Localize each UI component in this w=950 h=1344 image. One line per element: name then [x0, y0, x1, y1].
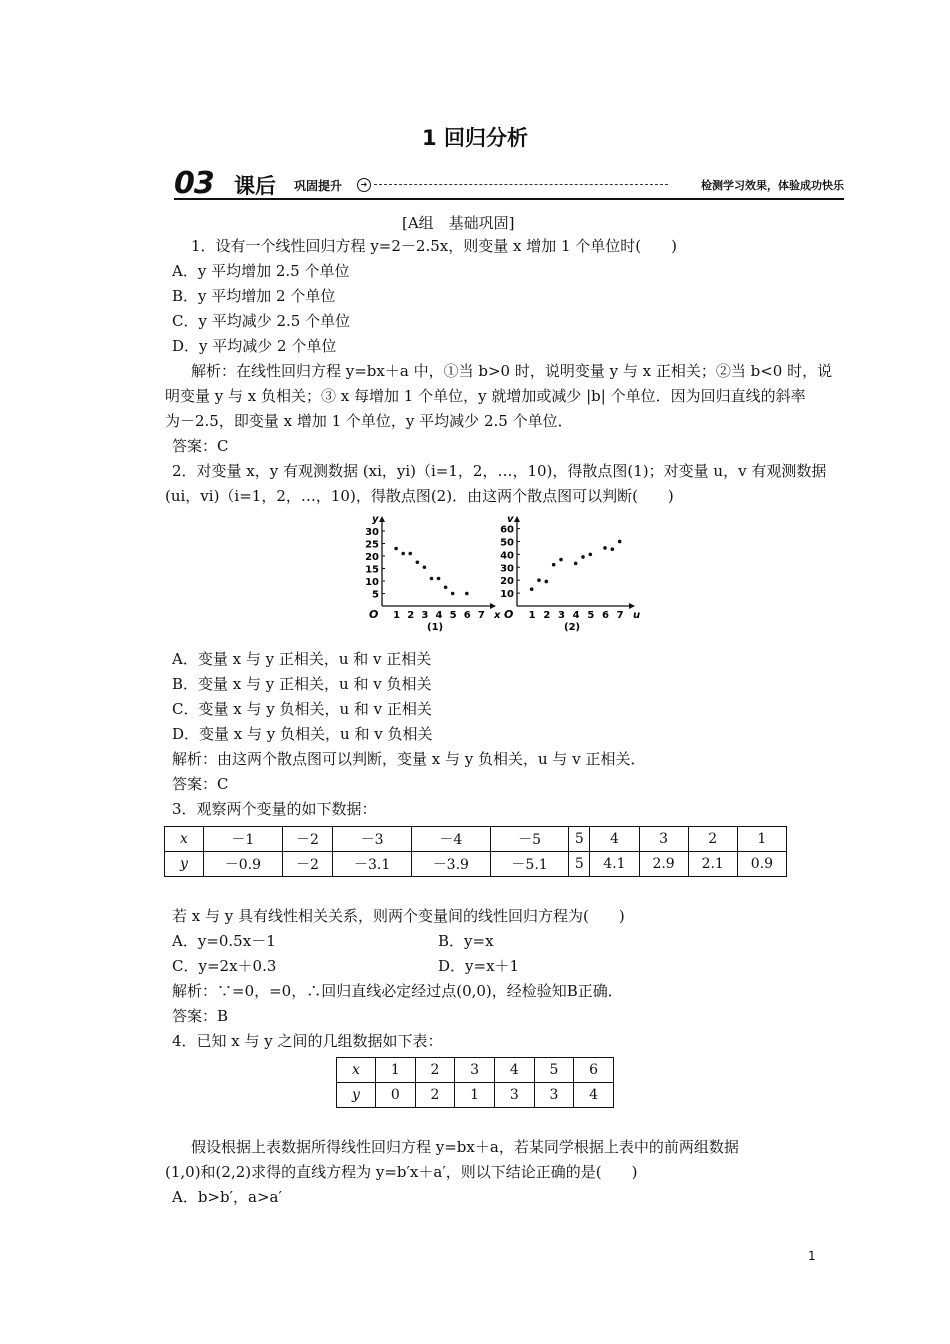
x-tick-label: 1: [528, 610, 536, 621]
y-tick-label: 20: [500, 576, 514, 588]
x-tick-label: 6: [602, 610, 609, 621]
x-axis-arrow-icon: [629, 603, 635, 609]
banner-rule: [174, 198, 844, 200]
q4-text-2: (1,0)和(2,2)求得的直线方程为 y=b′x＋a′，则以下结论正确的是( ): [165, 1163, 638, 1181]
q3-analysis: 解析：∵=0，=0，∴回归直线必定经过点(0,0)，经检验知B正确．: [172, 982, 623, 1000]
x-tick-label: 5: [587, 610, 595, 621]
table-cell: －4: [411, 827, 490, 852]
data-point: [530, 587, 534, 591]
q3-option-d: D．y=x＋1: [438, 957, 520, 975]
q4-option-a: A．b>b′，a>a′: [172, 1188, 282, 1206]
q1-answer: 答案：C: [172, 437, 229, 455]
q1-option-b: B．y 平均增加 2 个单位: [172, 287, 336, 305]
table-row: [165, 852, 787, 877]
y-tick-label: 10: [365, 577, 379, 588]
y-axis-label: y: [372, 514, 379, 525]
banner-section: 课后: [234, 174, 276, 198]
table-cell: 5: [569, 827, 590, 852]
q2-option-c: C．变量 x 与 y 负相关，u 和 v 正相关: [172, 700, 432, 718]
y-tick-label: 10: [500, 589, 514, 601]
data-point: [444, 585, 448, 589]
origin-label: O: [369, 608, 379, 621]
scatter-plot-1: [365, 514, 501, 633]
group-heading: [A组 基础巩固]: [402, 214, 515, 232]
x-tick-label: 1: [393, 610, 401, 621]
data-point: [581, 555, 585, 559]
data-point: [537, 578, 541, 582]
banner-dashed-line: [374, 184, 668, 185]
table-cell: －3.9: [411, 852, 490, 877]
data-point: [559, 558, 563, 562]
q2-stem-1: 2．对变量 x，y 有观测数据 (xi，yi)（i=1，2，…，10)，得散点图(1)；对变量 u，v 有观测数据: [172, 462, 827, 480]
table-cell: 5: [569, 852, 590, 877]
x-tick-label: 4: [435, 610, 443, 621]
scatter-figure: [360, 514, 641, 644]
q2-analysis: 解析：由这两个散点图可以判断，变量 x 与 y 负相关，u 与 v 正相关．: [172, 750, 646, 768]
q4-table: [336, 1057, 614, 1108]
y-tick-label: 15: [365, 564, 379, 576]
q2-option-a: A．变量 x 与 y 正相关，u 和 v 正相关: [172, 650, 432, 668]
table-cell: 4: [590, 827, 639, 852]
table-cell: 3: [534, 1083, 574, 1108]
section-banner: [174, 166, 844, 200]
data-point: [451, 592, 455, 596]
q1-option-a: A．y 平均增加 2.5 个单位: [172, 262, 350, 280]
data-point: [589, 553, 593, 557]
q4-stem: 4．已知 x 与 y 之间的几组数据如下表：: [172, 1032, 443, 1050]
table-row: [165, 827, 787, 852]
q3-table: [164, 826, 787, 877]
x-tick-label: 6: [463, 610, 471, 621]
q4-text-1: 假设根据上表数据所得线性回归方程 y=bx＋a，若某同学根据上表中的前两组数据: [191, 1138, 739, 1156]
data-point: [618, 540, 622, 544]
y-axis-arrow-icon: [379, 516, 385, 522]
table-row: [337, 1083, 614, 1108]
data-point: [401, 552, 405, 556]
table-cell: 3: [639, 827, 688, 852]
data-point: [552, 563, 556, 567]
data-point: [394, 547, 398, 551]
x-tick-label: 4: [572, 610, 580, 621]
table-cell: －3: [333, 827, 412, 852]
q2-answer: 答案：C: [172, 775, 229, 793]
q1-option-c: C．y 平均减少 2.5 个单位: [172, 312, 351, 330]
y-tick-label: 25: [365, 539, 379, 551]
arrow-icon: ➔: [357, 178, 371, 192]
table-cell: 2: [688, 827, 737, 852]
q3-stem: 3．观察两个变量的如下数据：: [172, 800, 377, 818]
chart-title: (1): [427, 622, 444, 633]
q2-option-d: D．变量 x 与 y 负相关，u 和 v 负相关: [172, 725, 433, 743]
q1-analysis-1: 解析：在线性回归方程 y=bx＋a 中，①当 b>0 时，说明变量 y 与 x 正相关；②当 b<0 时，说: [191, 362, 833, 380]
table-cell: 4: [494, 1058, 534, 1083]
data-point: [416, 560, 420, 564]
banner-subtitle: 巩固提升: [294, 179, 343, 193]
x-tick-label: 3: [421, 610, 429, 621]
table-cell: 5: [534, 1058, 574, 1083]
q3-option-b: B．y=x: [438, 932, 494, 950]
table-cell: －3.1: [333, 852, 412, 877]
y-tick-label: 60: [500, 524, 514, 536]
data-point: [423, 565, 427, 569]
y-tick-label: 20: [365, 552, 379, 563]
table-cell: －5: [490, 827, 569, 852]
data-point: [611, 547, 615, 551]
q2-option-b: B．变量 x 与 y 正相关，u 和 v 负相关: [172, 675, 432, 693]
table-cell: －1: [204, 827, 283, 852]
table-cell: y: [165, 852, 204, 877]
scatter-plot-2: [500, 514, 640, 633]
table-cell: 0: [376, 1083, 416, 1108]
table-cell: －0.9: [204, 852, 283, 877]
q3-prompt: 若 x 与 y 具有线性相关关系，则两个变量间的线性回归方程为( ): [172, 907, 625, 925]
table-cell: x: [337, 1058, 376, 1083]
x-tick-label: 7: [477, 610, 485, 621]
x-axis-arrow-icon: [490, 603, 496, 609]
table-cell: 4: [574, 1083, 614, 1108]
table-cell: 6: [574, 1058, 614, 1083]
table-cell: x: [165, 827, 204, 852]
table-cell: 0.9: [737, 852, 786, 877]
x-tick-label: 2: [407, 610, 415, 621]
page-number: 1: [808, 1249, 816, 1263]
q1-option-d: D．y 平均减少 2 个单位: [172, 337, 337, 355]
table-cell: y: [337, 1083, 376, 1108]
table-cell: 2.1: [688, 852, 737, 877]
q1-analysis-2: 明变量 y 与 x 负相关；③ x 每增加 1 个单位，y 就增加或减少 |b| 个单位．因为回归直线的斜率: [165, 387, 806, 405]
y-tick-label: 30: [365, 527, 379, 538]
table-cell: 1: [376, 1058, 416, 1083]
data-point: [603, 546, 607, 550]
banner-slogan: 检测学习效果，体验成功快乐: [701, 179, 844, 192]
table-cell: 2.9: [639, 852, 688, 877]
y-axis-arrow-icon: [514, 516, 520, 522]
x-tick-label: 2: [543, 610, 551, 621]
x-axis-label: u: [633, 610, 641, 621]
table-row: [337, 1058, 614, 1083]
table-cell: －2: [282, 827, 333, 852]
y-axis-label: v: [507, 514, 514, 525]
q3-option-c: C．y=2x＋0.3: [172, 957, 277, 975]
table-cell: 2: [415, 1083, 455, 1108]
x-tick-label: 7: [616, 610, 624, 621]
x-tick-label: 3: [558, 610, 565, 621]
q1-analysis-3: 为－2.5，即变量 x 增加 1 个单位，y 平均减少 2.5 个单位．: [165, 412, 573, 430]
x-axis-label: x: [494, 610, 501, 621]
data-point: [574, 562, 578, 566]
table-cell: －2: [282, 852, 333, 877]
table-cell: 2: [415, 1058, 455, 1083]
data-point: [408, 552, 412, 556]
y-tick-label: 30: [500, 563, 514, 575]
table-cell: 4.1: [590, 852, 639, 877]
q3-option-a: A．y=0.5x－1: [172, 932, 276, 950]
q3-answer: 答案：B: [172, 1007, 229, 1025]
chart-title: (2): [564, 622, 581, 633]
data-point: [430, 577, 434, 581]
table-cell: －5.1: [490, 852, 569, 877]
table-cell: 3: [494, 1083, 534, 1108]
data-point: [437, 577, 441, 581]
y-tick-label: 50: [500, 537, 514, 549]
origin-label: O: [504, 608, 514, 621]
page-title: 1 回归分析: [422, 126, 528, 150]
x-tick-label: 5: [449, 610, 457, 621]
data-point: [545, 580, 549, 584]
y-tick-label: 5: [372, 589, 379, 601]
data-point: [465, 592, 469, 596]
table-cell: 1: [737, 827, 786, 852]
banner-number: 03: [174, 166, 214, 201]
q2-stem-2: (ui，vi)（i=1，2，…，10)，得散点图(2)．由这两个散点图可以判断( ): [165, 487, 674, 505]
table-cell: 3: [455, 1058, 495, 1083]
table-cell: 1: [455, 1083, 495, 1108]
y-tick-label: 40: [500, 550, 514, 562]
q1-stem: 1．设有一个线性回归方程 y=2－2.5x，则变量 x 增加 1 个单位时( ): [191, 237, 677, 255]
